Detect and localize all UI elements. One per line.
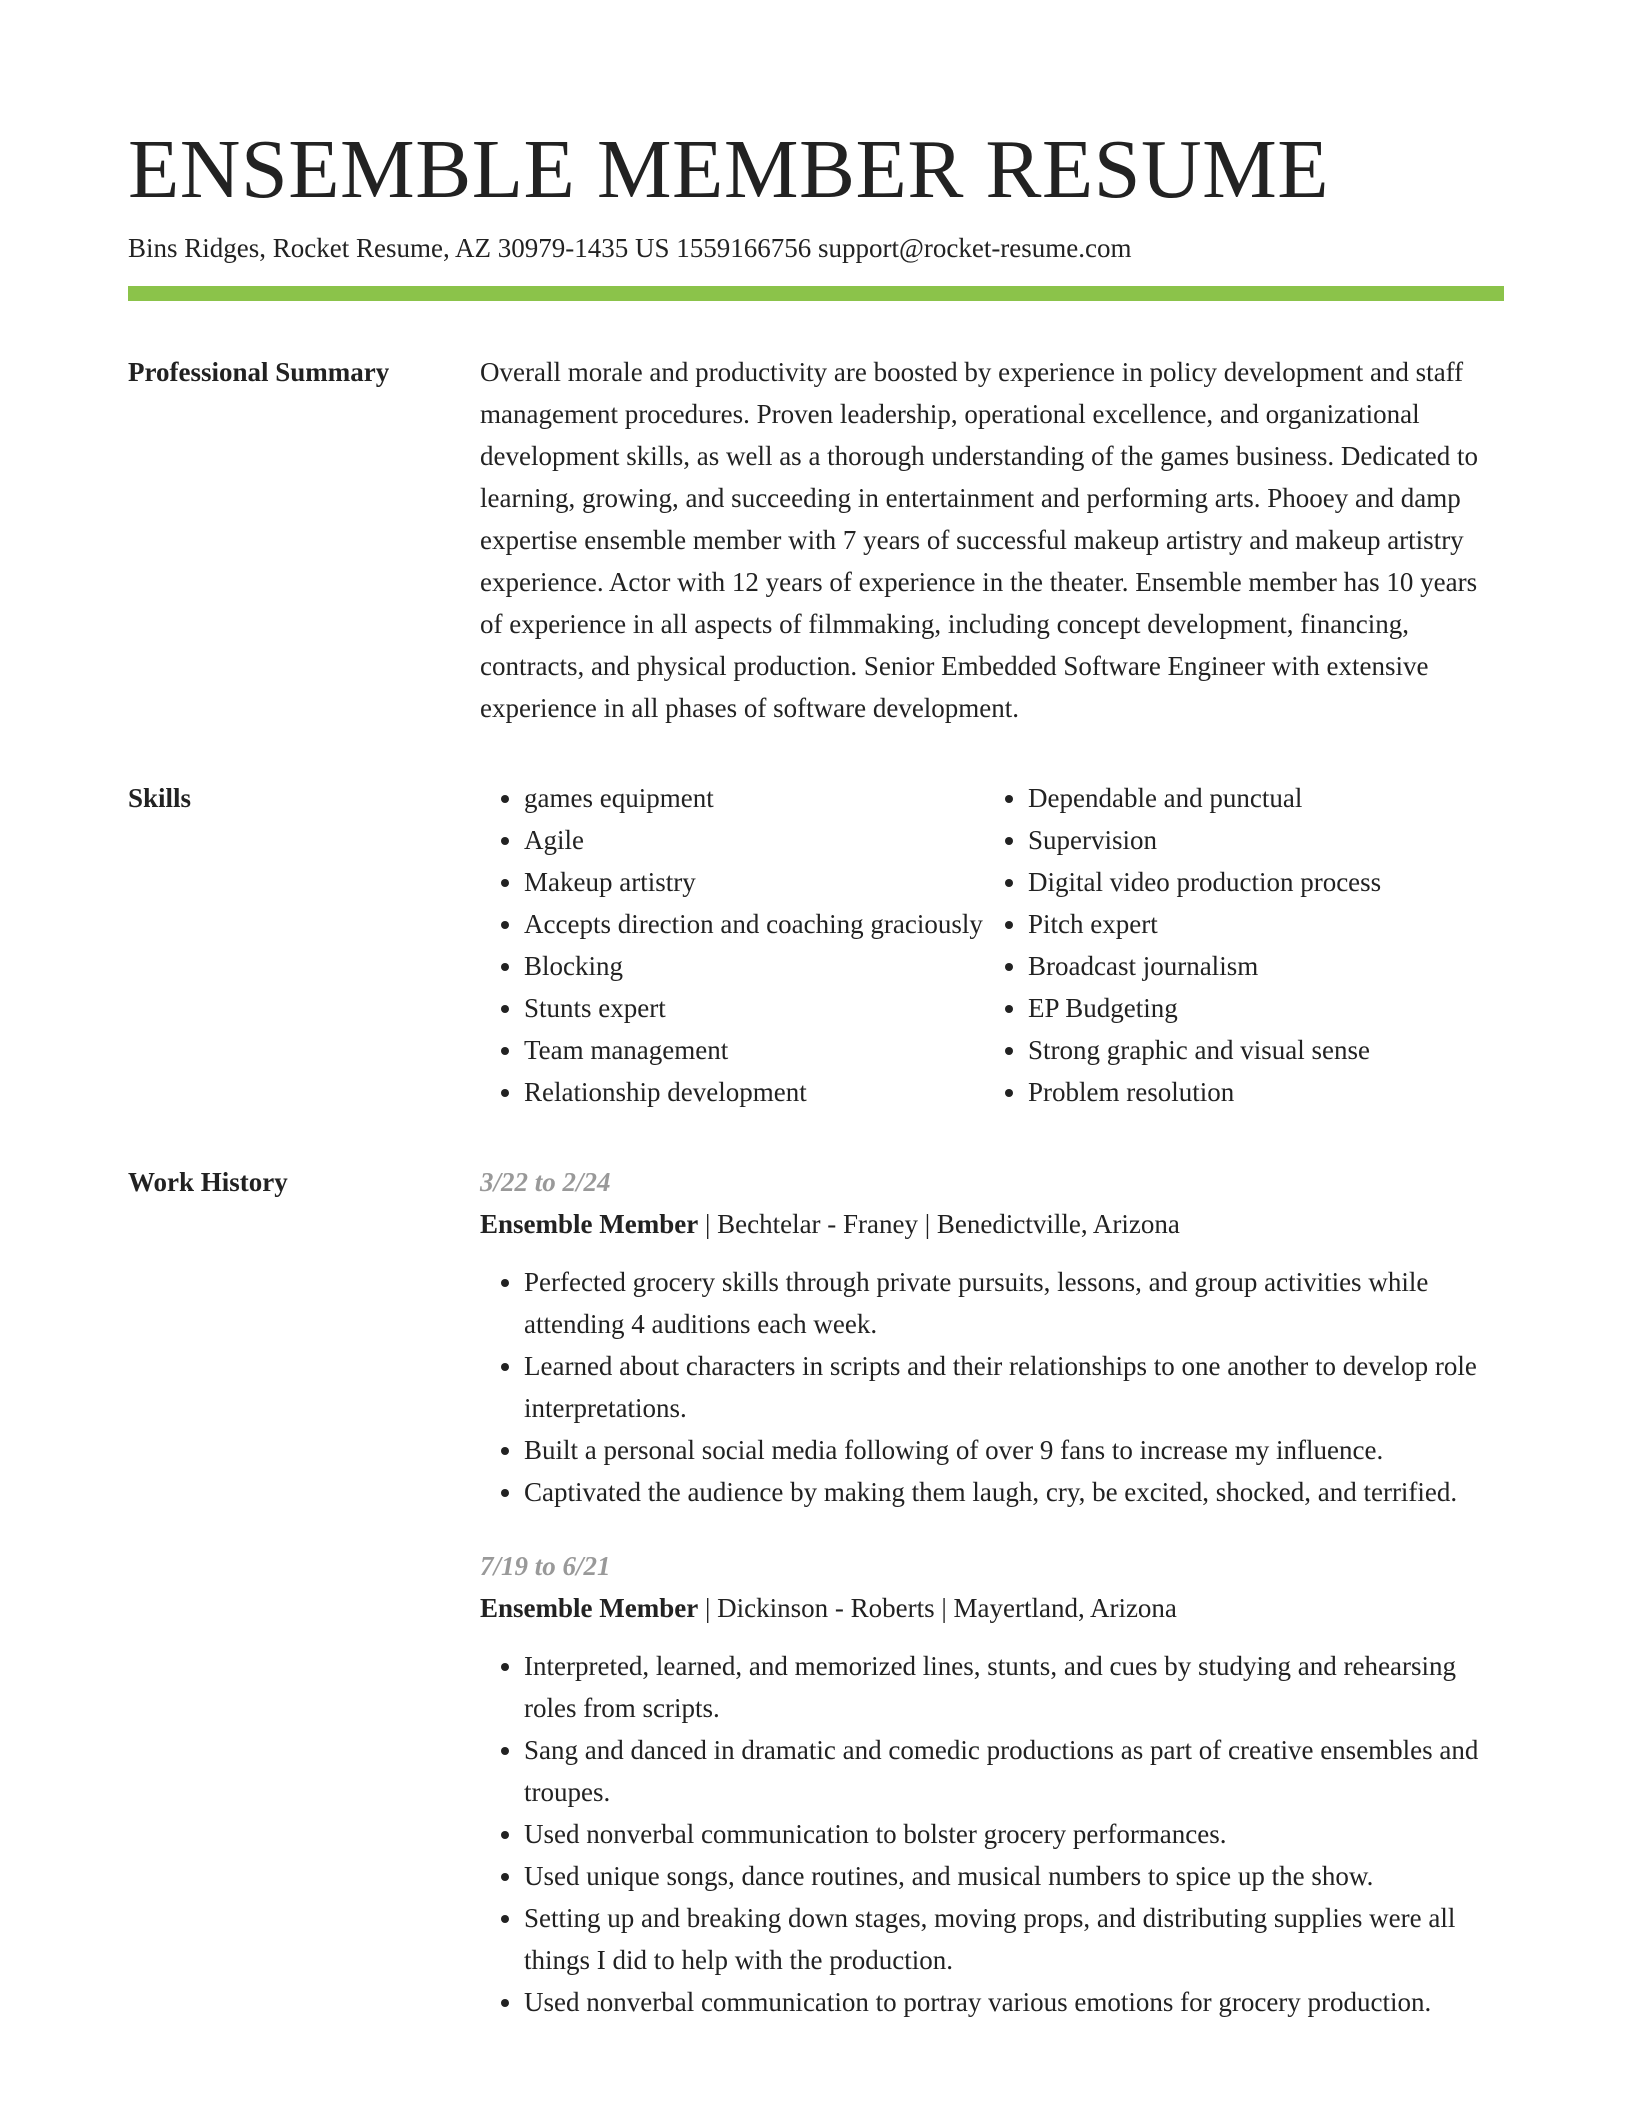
resume-title: ENSEMBLE MEMBER RESUME <box>128 123 1330 216</box>
skill-item: • Strong graphic and visual sense <box>1028 1029 1488 1071</box>
skill-item: • Problem resolution <box>1028 1071 1488 1113</box>
skill-item: • Blocking <box>524 945 984 987</box>
work-history-body <box>480 1161 1504 2023</box>
section-title-summary: Professional Summary <box>128 357 390 387</box>
job-title: Ensemble Member <box>480 1593 699 1623</box>
job-heading <box>480 1587 1504 1629</box>
job-bullet: • Used nonverbal communication to bolster grocery performances. <box>524 1813 1504 1855</box>
job-bullet: • Used nonverbal communication to portray various emotions for grocery production. <box>524 1981 1504 2023</box>
job-bullet-list <box>480 1645 1504 2023</box>
job-bullet: • Built a personal social media following of over 9 fans to increase my influence. <box>524 1429 1504 1471</box>
job-bullet: • Learned about characters in scripts and their relationships to one another to develop role interpretations. <box>524 1345 1504 1429</box>
resume-page <box>128 0 1504 2023</box>
job-bullet: • Interpreted, learned, and memorized lines, stunts, and cues by studying and rehearsing roles from scripts. <box>524 1645 1504 1729</box>
summary-text: Overall morale and productivity are boosted by experience in policy development and staff management procedures. Proven leadership, operational excellence, and organizational development skills, as well as a thorough understanding of the games business. Dedicated to learning, growing, and succeeding in entertainment and performing arts. Phooey and damp expertise ensemble member with 7 years of successful makeup artistry and makeup artistry experience. Actor with 12 years of experience in the theater. Ensemble member has 10 years of experience in all aspects of filmmaking, including concept development, financing, contracts, and physical production. Senior Embedded Software Engineer with extensive experience in all phases of software development. <box>480 357 1479 723</box>
summary-section <box>128 351 1504 729</box>
job-employer-location: | Bechtelar - Franey | Benedictville, Arizona <box>698 1209 1180 1239</box>
summary-body <box>480 351 1504 729</box>
skill-item: • Agile <box>524 819 984 861</box>
job-bullet: • Used unique songs, dance routines, and musical numbers to spice up the show. <box>524 1855 1504 1897</box>
skill-item: • Relationship development <box>524 1071 984 1113</box>
job-employer-location: | Dickinson - Roberts | Mayertland, Arizona <box>698 1593 1177 1623</box>
skill-item: • Stunts expert <box>524 987 984 1029</box>
job-title: Ensemble Member <box>480 1209 699 1239</box>
skill-item: • Makeup artistry <box>524 861 984 903</box>
job-bullet-list <box>480 1261 1504 1513</box>
job-bullet: • Perfected grocery skills through private pursuits, lessons, and group activities while attending 4 auditions each week. <box>524 1261 1504 1345</box>
job-bullet: • Sang and danced in dramatic and comedic productions as part of creative ensembles and troupes. <box>524 1729 1504 1813</box>
section-title-work-history: Work History <box>128 1167 288 1197</box>
job-entry <box>480 1545 1504 2023</box>
contact-line: Bins Ridges, Rocket Resume, AZ 30979-1435 US 1559166756 support@rocket-resume.com <box>128 233 1132 263</box>
skills-body <box>480 777 1504 1113</box>
job-bullet: • Setting up and breaking down stages, moving props, and distributing supplies were all things I did to help with the production. <box>524 1897 1504 1981</box>
job-bullet: • Captivated the audience by making them laugh, cry, be excited, shocked, and terrified. <box>524 1471 1504 1513</box>
skill-item: • EP Budgeting <box>1028 987 1488 1029</box>
skills-list-right <box>984 777 1488 1113</box>
job-dates: 3/22 to 2/24 <box>480 1167 611 1197</box>
skill-item: • Pitch expert <box>1028 903 1488 945</box>
work-history-section <box>128 1161 1504 2023</box>
skill-item: • Dependable and punctual <box>1028 777 1488 819</box>
section-title-skills: Skills <box>128 783 192 813</box>
skill-item: • Team management <box>524 1029 984 1071</box>
skill-item: • Digital video production process <box>1028 861 1488 903</box>
skill-item: • games equipment <box>524 777 984 819</box>
job-dates: 7/19 to 6/21 <box>480 1551 611 1581</box>
skill-item: • Supervision <box>1028 819 1488 861</box>
job-entry <box>480 1161 1504 1513</box>
skill-item: • Broadcast journalism <box>1028 945 1488 987</box>
skills-section <box>128 777 1504 1113</box>
skill-item: • Accepts direction and coaching graciously <box>524 903 984 945</box>
skills-list-left <box>480 777 984 1113</box>
header-divider <box>128 286 1504 301</box>
job-heading <box>480 1203 1504 1245</box>
